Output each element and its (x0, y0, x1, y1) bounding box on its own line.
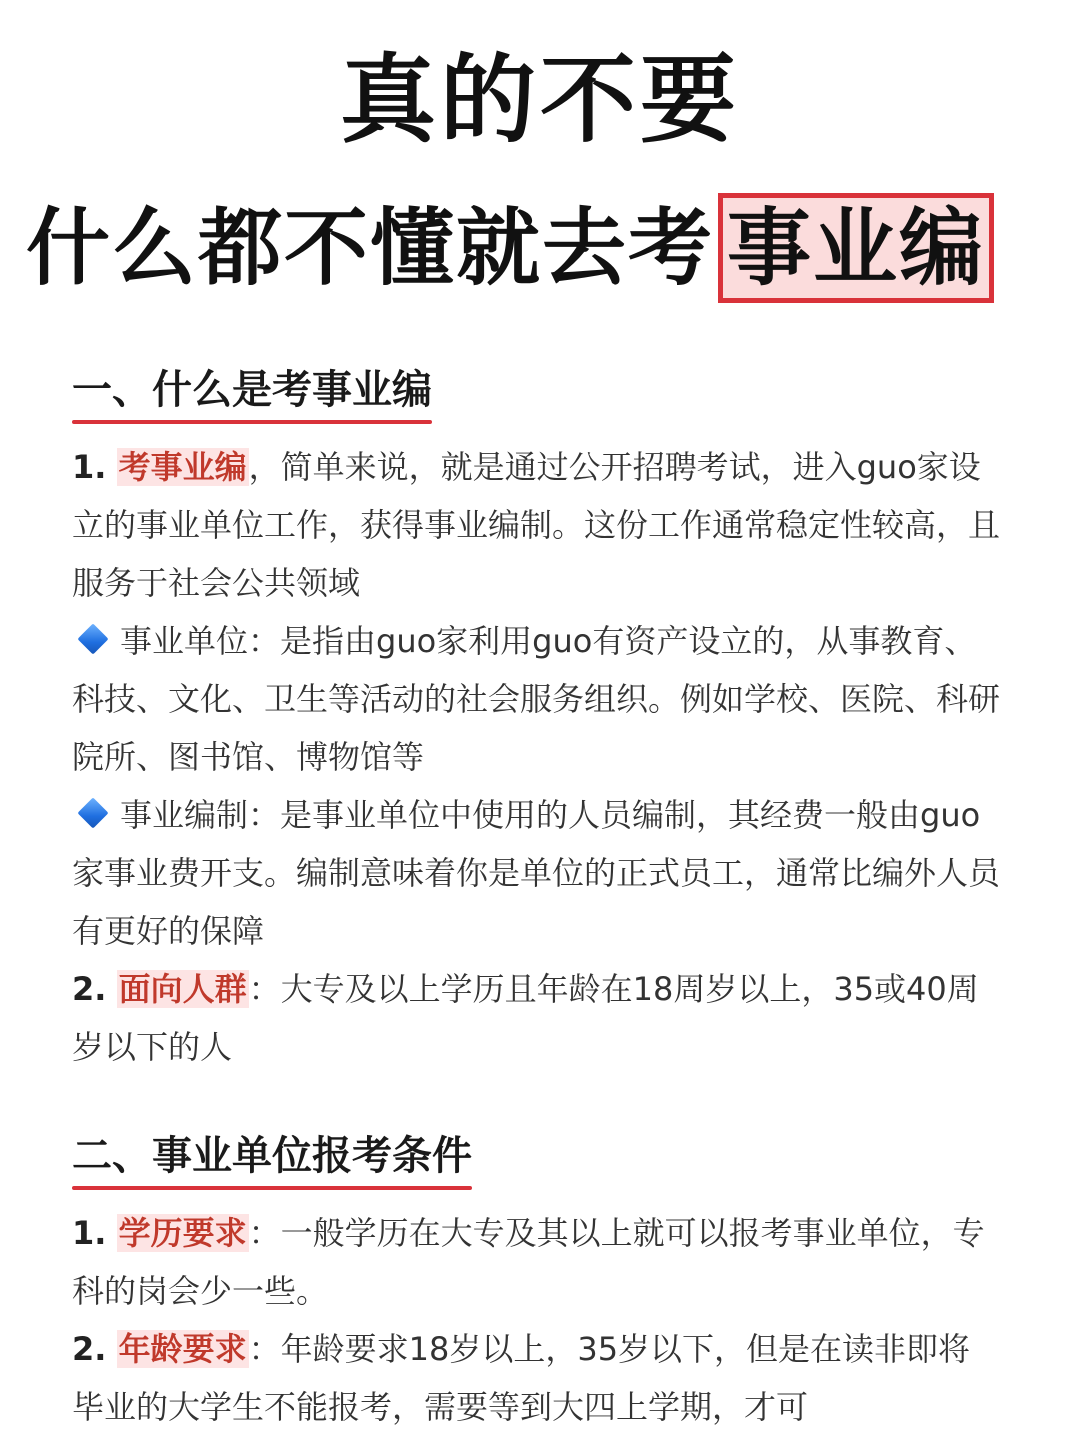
item-number: 2. (72, 970, 107, 1008)
section-1-item-2 (72, 960, 1002, 1076)
item-number: 1. (72, 448, 107, 486)
item-number: 2. (72, 1330, 107, 1368)
item-text: ：年龄要求18岁以上，35岁以下，但是在读非即将毕业的大学生不能报考，需要等到大四上学期，才可 (72, 1330, 971, 1426)
highlighted-term: 面向人群 (118, 970, 247, 1008)
item-number: 1. (72, 1214, 107, 1252)
highlighted-term: 学历要求 (118, 1214, 247, 1252)
section-1-underline (72, 420, 432, 424)
title-line-2 (26, 188, 1076, 308)
title-highlight-box: 事业编 (718, 193, 994, 303)
highlighted-term: 年龄要求 (118, 1330, 247, 1368)
highlighted-term: 考事业编 (118, 448, 247, 486)
blue-diamond-icon (77, 797, 108, 828)
section-2-heading-text: 二、事业单位报考条件 (72, 1133, 472, 1179)
blue-diamond-icon (77, 623, 108, 654)
section-2-item-2 (72, 1320, 1002, 1436)
title-line-1: 真的不要 (340, 44, 740, 156)
bullet-text: 事业编制：是事业单位中使用的人员编制，其经费一般由guo家事业费开支。编制意味着你是单位的正式员工，通常比编外人员有更好的保障 (72, 796, 1001, 950)
section-2-item-1 (72, 1204, 1002, 1320)
title-line-2-prefix: 什么都不懂就去考 (26, 199, 715, 297)
section-1-heading (72, 362, 432, 418)
section-2-underline (72, 1186, 472, 1190)
item-text: ，简单来说，就是通过公开招聘考试，进入guo家设立的事业单位工作，获得事业编制。这份工作通常稳定性较高，且服务于社会公共领域 (72, 448, 1001, 602)
section-1-bullet-1 (72, 612, 1002, 786)
section-1-heading-text: 一、什么是考事业编 (72, 367, 432, 413)
section-1-item-1 (72, 438, 1002, 612)
section-1-bullet-2 (72, 786, 1002, 960)
bullet-text: 事业单位：是指由guo家利用guo有资产设立的，从事教育、科技、文化、卫生等活动的社会服务组织。例如学校、医院、科研院所、图书馆、博物馆等 (72, 622, 1001, 776)
item-text: ：大专及以上学历且年龄在18周岁以上，35或40周岁以下的人 (72, 970, 979, 1066)
item-text: ：一般学历在大专及其以上就可以报考事业单位，专科的岗会少一些。 (72, 1214, 985, 1310)
section-2-heading (72, 1128, 472, 1184)
